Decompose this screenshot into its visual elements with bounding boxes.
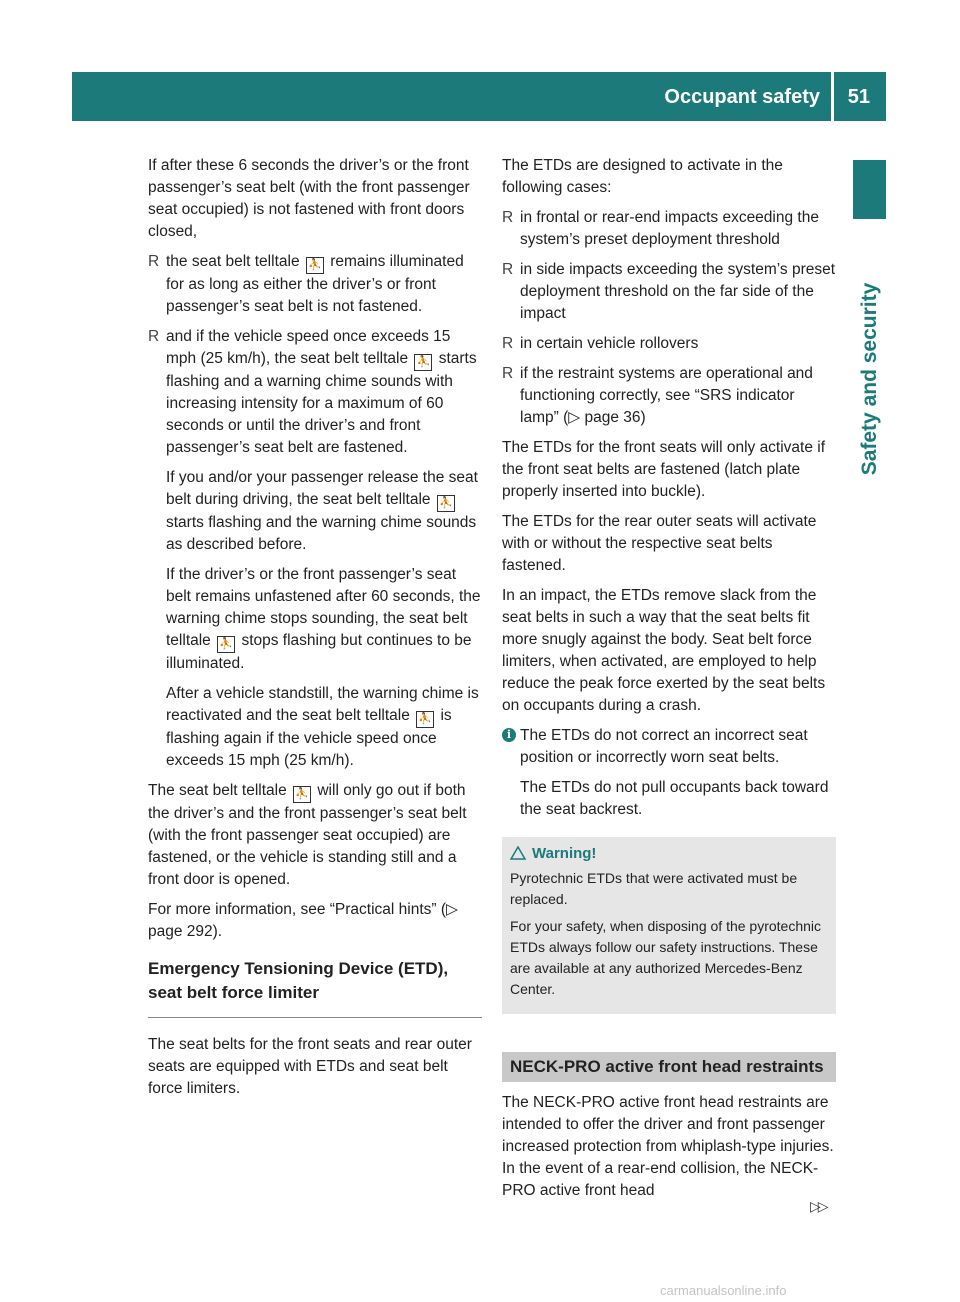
seat-belt-telltale-icon: ⛹ — [293, 786, 311, 803]
side-tab-marker — [853, 160, 886, 219]
etd-intro-paragraph: The ETDs are designed to activate in the following cases: — [502, 157, 783, 196]
right-column — [502, 155, 836, 1210]
seat-belt-telltale-icon: ⛹ — [414, 354, 432, 371]
intro-paragraph: If after these 6 seconds the driver’s or the front passenger’s seat belt (with the front passenger seat occupied) is not fastened with front doors closed, — [148, 157, 470, 240]
seat-belt-telltale-icon: ⛹ — [437, 495, 455, 512]
continue-arrow-icon: ▷▷ — [810, 1198, 826, 1214]
list-item: R and if the vehicle speed once exceeds 15 mph (25 km/h), the seat belt telltale ⛹ starts flashing and a warning chime sounds with increasing intensity for a maximum of 60 seconds or until the driver’s and front passenger’s seat belt are fastened. — [148, 328, 477, 456]
telltale-bullet-list — [148, 251, 482, 459]
page-number: 51 — [847, 86, 870, 108]
etd-front-paragraph: The ETDs for the front seats will only activate if the front seat belts are fastened (latch plate properly inserted into buckle). — [502, 439, 826, 500]
seat-belt-telltale-icon: ⛹ — [217, 636, 235, 653]
info-note: i The ETDs do not correct an incorrect seat position or incorrectly worn seat belts. The ETDs do not pull occupants back toward the seat backrest. — [502, 725, 836, 821]
etd-cases-list — [502, 207, 836, 429]
sub-paragraph: After a vehicle standstill, the warning chime is reactivated and the seat belt telltale ⛹ is flashing again if the vehicle speed once exceeds 15 mph (25 km/h). — [166, 685, 479, 769]
warning-title: Warning! — [510, 843, 826, 864]
list-item: R in side impacts exceeding the system’s preset deployment threshold on the far side of the impact — [502, 261, 836, 322]
neck-pro-paragraph: The NECK-PRO active front head restraints are intended to offer the driver and front passenger increased protection from whiplash-type injuries. In the event of a rear-end collision, the NECK-PRO active front head — [502, 1094, 834, 1199]
chapter-title: Occupant safety — [664, 86, 820, 108]
warning-box: Warning! Pyrotechnic ETDs that were activated must be replaced. For your safety, when disposing of the pyrotechnic ETDs always follow our safety instructions. These are available at any authorized Mercedes-Benz Center. — [502, 837, 836, 1014]
list-item: R the seat belt telltale ⛹ remains illuminated for as long as either the driver’s or front passenger’s seat belt is not fastened. — [148, 253, 464, 315]
left-column — [148, 155, 482, 1108]
seat-belt-telltale-icon: ⛹ — [306, 257, 324, 274]
telltale-paragraph: The seat belt telltale ⛹ will only go out if both the driver’s and the front passenger’s seat belt (with the front passenger seat occupied) are fastened, or the vehicle is standing still and a front door is opened. — [148, 782, 467, 888]
list-item: R in frontal or rear-end impacts exceeding the system’s preset deployment threshold — [502, 209, 819, 248]
etd-rear-paragraph: The ETDs for the rear outer seats will activate with or without the respective seat belts fastened. — [502, 513, 817, 574]
more-info-paragraph: For more information, see “Practical hints” (▷ page 292). — [148, 901, 458, 940]
etd-impact-paragraph: In an impact, the ETDs remove slack from the seat belts in such a way that the seat belts fit more snugly against the body. Seat belt force limiters, when activated, are employed to help reduce the peak force exerted by the seat belts on occupants during a crash. — [502, 587, 826, 714]
section-divider — [148, 1017, 482, 1018]
warning-triangle-icon — [510, 846, 526, 860]
header-divider — [831, 72, 834, 121]
seat-belt-telltale-icon: ⛹ — [416, 711, 434, 728]
etd-paragraph: The seat belts for the front seats and rear outer seats are equipped with ETDs and seat belt force limiters. — [148, 1036, 472, 1097]
side-tab-label: Safety and security — [857, 282, 881, 476]
info-icon: i — [502, 728, 516, 742]
watermark: carmanualsonline.info — [660, 1283, 787, 1298]
neck-pro-heading: NECK-PRO active front head restraints — [502, 1052, 836, 1082]
sub-paragraph: If the driver’s or the front passenger’s seat belt remains unfastened after 60 seconds, the warning chime stops sounding, the seat belt telltale ⛹ stops flashing but continues to be illuminated. — [166, 566, 481, 672]
section-heading: Emergency Tensioning Device (ETD), seat belt force limiter — [148, 959, 449, 1002]
list-item: R in certain vehicle rollovers — [502, 335, 699, 352]
sub-paragraph: If you and/or your passenger release the seat belt during driving, the seat belt telltale ⛹ starts flashing and the warning chime sounds as described before. — [166, 469, 478, 553]
list-item: R if the restraint systems are operational and functioning correctly, see “SRS indicator lamp” (▷ page 36) — [502, 365, 813, 426]
header-bar — [72, 72, 886, 121]
